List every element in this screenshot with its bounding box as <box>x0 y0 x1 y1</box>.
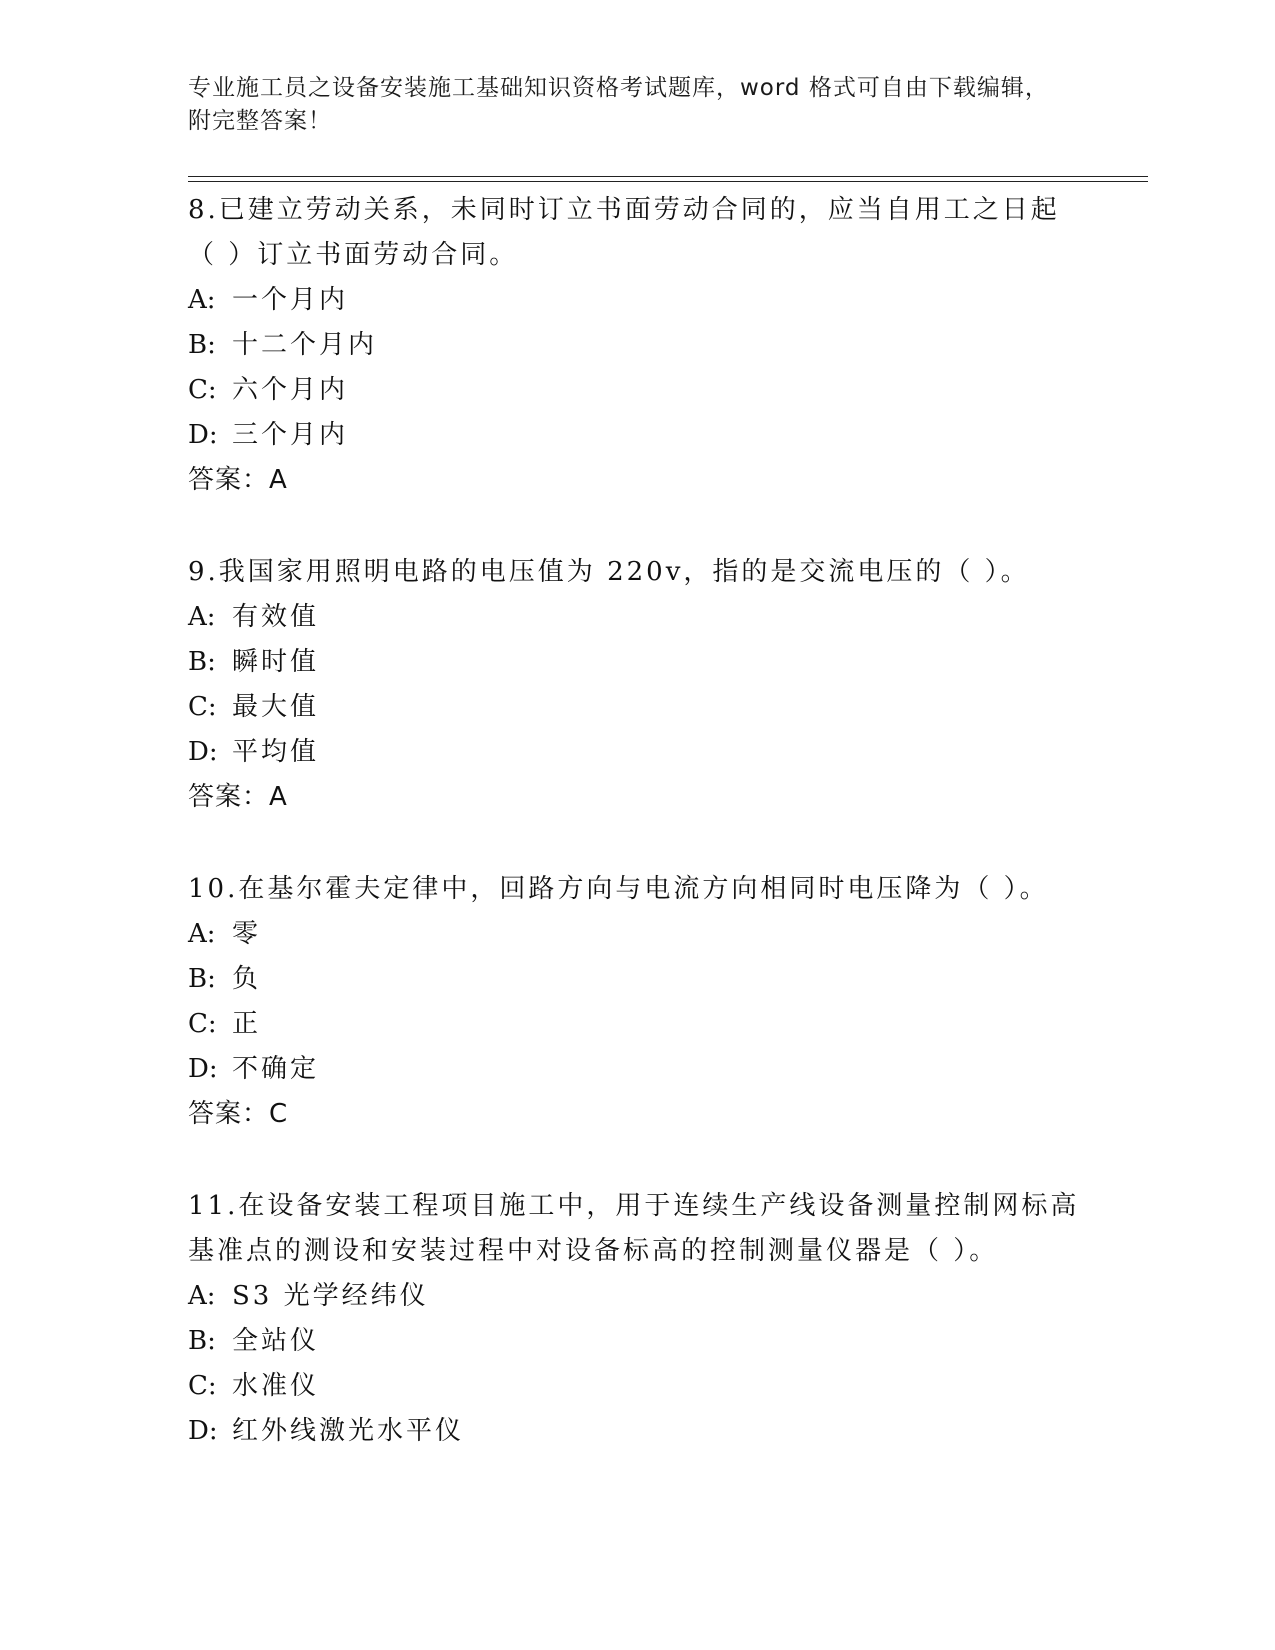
option-d <box>188 1047 1088 1092</box>
option-d <box>188 1409 1088 1454</box>
answer-label: 答案：A <box>188 782 288 812</box>
option-text: 三个月内 <box>232 420 349 450</box>
option-letter: B: <box>188 1326 216 1356</box>
option-b <box>188 323 1088 368</box>
option-letter: A: <box>188 919 216 949</box>
question-stem-line-1: 10.在基尔霍夫定律中，回路方向与电流方向相同时电压降为（ ）。 <box>188 874 1049 904</box>
option-a <box>188 278 1088 323</box>
option-letter: D: <box>188 420 218 450</box>
option-letter: B: <box>188 964 216 994</box>
question-11 <box>188 1184 1088 1454</box>
option-a <box>188 1274 1088 1319</box>
question-9 <box>188 550 1088 820</box>
option-text: 有效值 <box>232 602 320 632</box>
option-text: 不确定 <box>232 1054 320 1084</box>
question-stem-line-1: 8.已建立劳动关系，未同时订立书面劳动合同的，应当自用工之日起 <box>188 195 1060 225</box>
option-c <box>188 368 1088 413</box>
header-divider-top <box>188 176 1148 177</box>
option-text: 瞬时值 <box>232 647 320 677</box>
option-b <box>188 1319 1088 1364</box>
option-d <box>188 413 1088 458</box>
header-line-1: 专业施工员之设备安装施工基础知识资格考试题库，word 格式可自由下载编辑， <box>188 75 1049 101</box>
option-text: 零 <box>232 919 262 949</box>
document-header <box>188 72 1088 138</box>
option-c <box>188 1002 1088 1047</box>
option-text: 十二个月内 <box>232 330 378 360</box>
option-text: 正 <box>232 1009 262 1039</box>
option-text: 最大值 <box>232 692 320 722</box>
option-a <box>188 595 1088 640</box>
answer-label: 答案：A <box>188 465 288 495</box>
question-8 <box>188 188 1088 503</box>
option-letter: D: <box>188 1416 218 1446</box>
question-10 <box>188 867 1088 1137</box>
option-letter: B: <box>188 647 216 677</box>
option-letter: D: <box>188 1054 218 1084</box>
question-stem-line-2: 基准点的测设和安装过程中对设备标高的控制测量仪器是（ ）。 <box>188 1236 999 1266</box>
option-a <box>188 912 1088 957</box>
option-letter: A: <box>188 602 216 632</box>
option-text: S3 光学经纬仪 <box>232 1281 429 1311</box>
question-stem-line-1: 11.在设备安装工程项目施工中，用于连续生产线设备测量控制网标高 <box>188 1191 1080 1221</box>
option-text: 平均值 <box>232 737 320 767</box>
option-b <box>188 640 1088 685</box>
option-c <box>188 1364 1088 1409</box>
option-letter: C: <box>188 692 217 722</box>
option-b <box>188 957 1088 1002</box>
option-letter: C: <box>188 1371 217 1401</box>
option-d <box>188 730 1088 775</box>
option-c <box>188 685 1088 730</box>
answer-label: 答案：C <box>188 1099 289 1129</box>
option-letter: C: <box>188 375 217 405</box>
option-text: 负 <box>232 964 262 994</box>
question-stem-line-1: 9.我国家用照明电路的电压值为 220v，指的是交流电压的（ ）。 <box>188 557 1030 587</box>
option-letter: A: <box>188 1281 216 1311</box>
option-text: 红外线激光水平仪 <box>232 1416 465 1446</box>
option-text: 全站仪 <box>232 1326 320 1356</box>
header-line-2: 附完整答案！ <box>188 108 332 134</box>
option-letter: D: <box>188 737 218 767</box>
option-text: 水准仪 <box>232 1371 320 1401</box>
question-stem-line-2: （ ）订立书面劳动合同。 <box>188 240 519 270</box>
option-letter: B: <box>188 330 216 360</box>
header-divider-bottom <box>188 181 1148 182</box>
option-letter: A: <box>188 285 216 315</box>
option-text: 一个月内 <box>232 285 349 315</box>
option-letter: C: <box>188 1009 217 1039</box>
option-text: 六个月内 <box>232 375 349 405</box>
